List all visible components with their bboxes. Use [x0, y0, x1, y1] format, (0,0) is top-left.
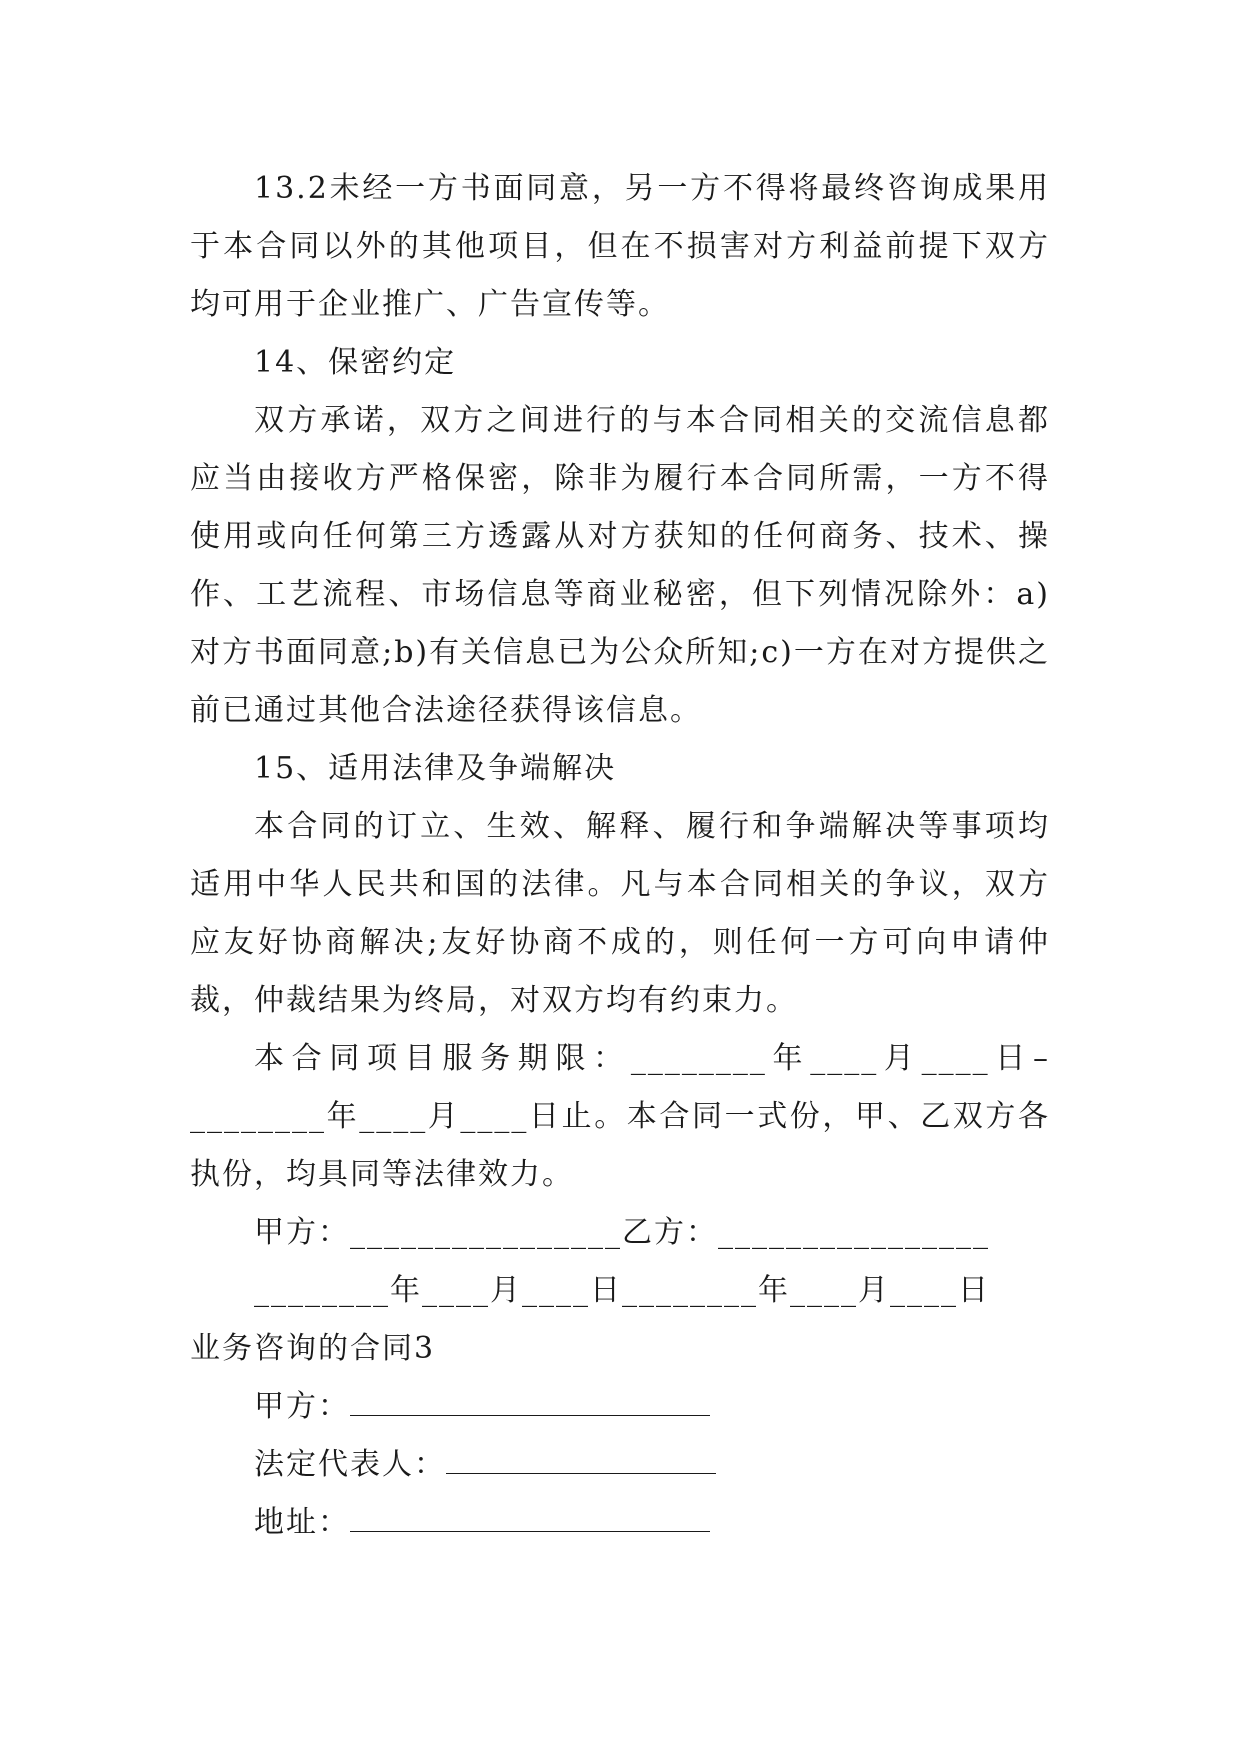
service-period-paragraph: 本合同项目服务期限：________年____月____日–________年____月____日止。本合同一式份，甲、乙双方各执份，均具同等法律效力。 [190, 1041, 1050, 1192]
section-15-body: 本合同的订立、生效、解释、履行和争端解决等事项均适用中华人民共和国的法律。凡与本合同相关的争议，双方应友好协商解决;友好协商不成的，则任何一方可向申请仲裁，仲裁结果为终局，对双方均有约束力。 [190, 809, 1050, 1018]
contract-3-title: 业务咨询的合同3 [190, 1331, 436, 1366]
legal-rep-blank [446, 1447, 716, 1474]
party-a-blank [350, 1389, 710, 1416]
legal-rep-field [190, 1436, 1050, 1494]
party-a-field [190, 1378, 1050, 1436]
signature-parties-line: 甲方：________________乙方：________________ [254, 1215, 990, 1250]
legal-rep-label: 法定代表人： [254, 1447, 446, 1482]
address-field [190, 1494, 1050, 1552]
section-14-heading: 14、保密约定 [254, 345, 457, 380]
address-label: 地址： [254, 1505, 350, 1540]
address-blank [350, 1505, 710, 1532]
party-a-label: 甲方： [254, 1389, 350, 1424]
section-14-body: 双方承诺，双方之间进行的与本合同相关的交流信息都应当由接收方严格保密，除非为履行本合同所需，一方不得使用或向任何第三方透露从对方获知的任何商务、技术、操作、工艺流程、市场信息等商业秘密，但下列情况除外：a)对方书面同意;b)有关信息已为公众所知;c)一方在对方提供之前已通过其他合法途径获得该信息。 [190, 403, 1050, 728]
section-15-heading: 15、适用法律及争端解决 [254, 751, 617, 786]
signature-dates-line: ________年____月____日________年____月____日 [254, 1273, 990, 1308]
document-body [190, 160, 1050, 1552]
clause-13-2: 13.2未经一方书面同意，另一方不得将最终咨询成果用于本合同以外的其他项目，但在不损害对方利益前提下双方均可用于企业推广、广告宣传等。 [190, 171, 1050, 322]
